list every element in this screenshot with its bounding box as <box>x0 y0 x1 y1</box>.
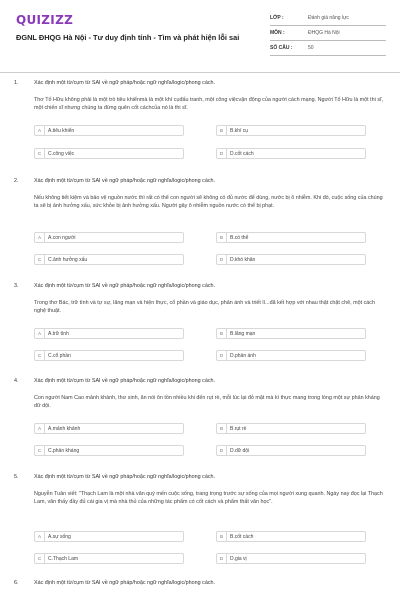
question-number: 6. <box>14 580 19 586</box>
option-letter: D <box>217 554 227 563</box>
quizizz-logo: QUIZIZZ <box>16 13 74 27</box>
question-passage: Nguyễn Tuân viết: "Thạch Lam là một nhà văn quý mến cuộc sống, trang trọng trước sự sống của mọi người xung quanh. Ngày nay đọc lại Thạch Lam, văn thấy đầy đủ cái gia vị mà nhà thủ của những tác phẩm có cốt cách và phẩm thất văn học". <box>34 491 383 506</box>
option-text: A.tiêu khiển <box>48 127 75 134</box>
option-d[interactable] <box>216 254 366 265</box>
question-number: 4. <box>14 378 19 384</box>
option-c[interactable] <box>34 553 184 564</box>
question-passage: Nếu không tiết kiệm và bảo vệ nguồn nước thì rất có thể con người sẽ không có đủ nước để dùng, nước bị ô nhiễm. Khi đó, cuộc sống của chúng ta sẽ bị ảnh hưởng xấu, sức khỏe bị ảnh hưởng xấu. Người gây ô nhiễm nguồn nước có thể bị phạt. <box>34 195 383 210</box>
option-text: B.rụt rè <box>230 425 247 432</box>
option-text: C.phản kháng <box>48 447 80 454</box>
question-passage: Thơ Tố Hữu không phải là một trò tiêu khiểnmà là một khí cụđấu tranh, một công việcvận động của người cách mạng. Người Tố Hữu là một thi sĩ, một chiến sĩ nhưng chúng ta đừng quên cốt cáchcủa nó là thi sĩ. <box>34 97 384 112</box>
option-letter: B <box>217 532 227 541</box>
question-passage: Con người Nam Cao mảnh khảnh, thư sinh, ăn nói ôn tồn nhiều khi đến rụt rè, mỗi lúc lại đỏ mặt mà kì thực mang trong lòng một sự phản kháng dữ dội. <box>34 395 380 410</box>
option-b[interactable] <box>216 531 366 542</box>
option-text: D.gia vị <box>230 555 247 562</box>
option-text: D.cốt cách <box>230 150 254 157</box>
question-prompt: Xác định một từ/cụm từ SAI về ngữ pháp/hoặc ngữ nghĩa/logic/phong cách. <box>34 580 216 586</box>
option-letter: C <box>35 351 45 360</box>
info-row-subject <box>270 26 386 41</box>
option-letter: B <box>217 424 227 433</box>
option-text: B.cốt cách <box>230 533 254 540</box>
option-letter: B <box>217 126 227 135</box>
question-number: 3. <box>14 283 19 289</box>
option-a[interactable] <box>34 328 184 339</box>
option-text: A.mảnh khảnh <box>48 425 81 432</box>
option-text: C.công việc <box>48 150 75 157</box>
option-c[interactable] <box>34 445 184 456</box>
question-prompt: Xác định một từ/cụm từ SAI về ngữ pháp/hoặc ngữ nghĩa/logic/phong cách. <box>34 474 216 480</box>
option-letter: C <box>35 446 45 455</box>
option-letter: B <box>217 329 227 338</box>
info-label: MÔN : <box>270 30 285 36</box>
option-letter: D <box>217 149 227 158</box>
option-a[interactable] <box>34 423 184 434</box>
option-letter: D <box>217 255 227 264</box>
info-row-class <box>270 11 386 26</box>
option-letter: A <box>35 424 45 433</box>
info-value: Đánh giá năng lực <box>308 15 349 21</box>
option-text: C.Thạch Lam <box>48 555 79 562</box>
option-text: C.cổ phần <box>48 352 71 359</box>
option-c[interactable] <box>34 254 184 265</box>
option-d[interactable] <box>216 445 366 456</box>
option-letter: C <box>35 149 45 158</box>
option-text: B.khí cụ <box>230 127 249 134</box>
option-d[interactable] <box>216 148 366 159</box>
option-letter: C <box>35 255 45 264</box>
header <box>0 0 400 68</box>
option-b[interactable] <box>216 328 366 339</box>
option-b[interactable] <box>216 125 366 136</box>
option-b[interactable] <box>216 423 366 434</box>
option-text: A.trữ tình <box>48 330 69 337</box>
question-number: 1. <box>14 80 19 86</box>
option-letter: A <box>35 329 45 338</box>
info-table <box>270 11 386 56</box>
question-prompt: Xác định một từ/cụm từ SAI về ngữ pháp/hoặc ngữ nghĩa/logic/phong cách. <box>34 378 216 384</box>
option-letter: C <box>35 554 45 563</box>
option-text: B.lãng mạn <box>230 330 256 337</box>
question-passage: Trong thơ Bác, trữ tình và tự sự, lãng mạn và hiện thực, cổ phần và giáo dục, phản ánh và triết lí...đã kết hợp với nhau thật chặt chẽ, một cách nghệ thuật. <box>34 300 375 315</box>
option-letter: D <box>217 351 227 360</box>
info-row-count <box>270 41 386 56</box>
question-prompt: Xác định một từ/cụm từ SAI về ngữ pháp/hoặc ngữ nghĩa/logic/phong cách. <box>34 178 216 184</box>
option-letter: A <box>35 532 45 541</box>
header-divider <box>0 72 400 73</box>
option-text: A.sự sống <box>48 533 71 540</box>
option-a[interactable] <box>34 232 184 243</box>
option-c[interactable] <box>34 350 184 361</box>
option-letter: A <box>35 126 45 135</box>
question-prompt: Xác định một từ/cụm từ SAI về ngữ pháp/hoặc ngữ nghĩa/logic/phong cách. <box>34 80 216 86</box>
option-a[interactable] <box>34 125 184 136</box>
option-d[interactable] <box>216 553 366 564</box>
option-b[interactable] <box>216 232 366 243</box>
option-c[interactable] <box>34 148 184 159</box>
option-letter: A <box>35 233 45 242</box>
question-number: 5. <box>14 474 19 480</box>
option-text: B.có thể <box>230 234 249 241</box>
question-number: 2. <box>14 178 19 184</box>
option-text: D.dữ dội <box>230 447 250 454</box>
option-text: A.con người <box>48 234 76 241</box>
option-text: D.khó khăn <box>230 256 256 263</box>
option-text: C.ảnh hưởng xấu <box>48 256 88 263</box>
question-prompt: Xác định một từ/cụm từ SAI về ngữ pháp/hoặc ngữ nghĩa/logic/phong cách. <box>34 283 216 289</box>
option-text: D.phản ánh <box>230 352 256 359</box>
info-value: ĐHQG Hà Nội <box>308 30 340 36</box>
info-value: 50 <box>308 45 314 51</box>
info-label: SỐ CÂU : <box>270 45 293 51</box>
option-d[interactable] <box>216 350 366 361</box>
option-letter: B <box>217 233 227 242</box>
info-label: LỚP : <box>270 15 284 21</box>
option-a[interactable] <box>34 531 184 542</box>
quiz-title: ĐGNL ĐHQG Hà Nội - Tư duy định tính - Tìm và phát hiện lỗi sai <box>16 33 240 42</box>
option-letter: D <box>217 446 227 455</box>
